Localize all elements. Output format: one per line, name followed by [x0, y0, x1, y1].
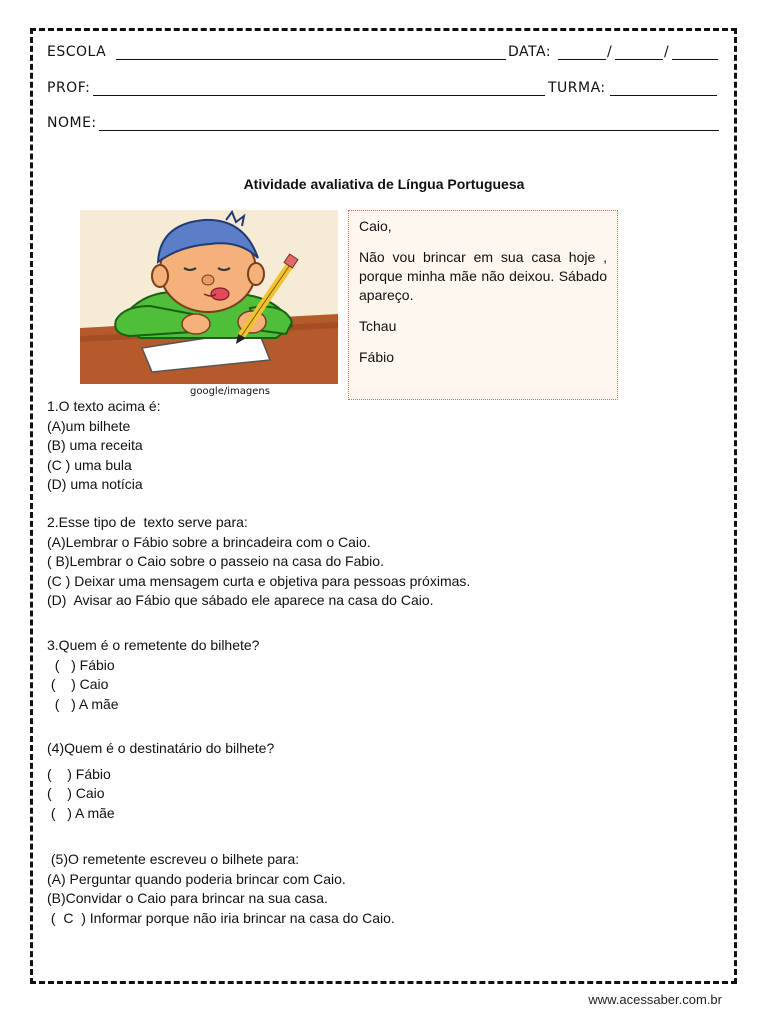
question-4 [47, 739, 274, 823]
answer-option[interactable]: ( ) Caio [47, 785, 105, 801]
answer-option[interactable]: (A)Lembrar o Fábio sobre a brincadeira com o Caio. [47, 533, 371, 550]
prof-label: PROF: [47, 80, 91, 96]
answer-option[interactable]: (D) Avisar ao Fábio que sábado ele aparece na casa do Caio. [47, 592, 434, 608]
prof-field-line[interactable] [93, 95, 545, 96]
question-1 [47, 397, 161, 495]
question-5 [47, 850, 395, 928]
answer-option[interactable]: ( B)Lembrar o Caio sobre o passeio na casa do Fabio. [47, 553, 384, 569]
boy-writing-icon [80, 210, 338, 384]
question-prompt: (5)O remetente escreveu o bilhete para: [47, 851, 300, 867]
answer-option[interactable]: (B) uma receita [47, 437, 143, 453]
data-separator-2: / [664, 44, 670, 60]
answer-option[interactable]: (D) uma notícia [47, 476, 143, 492]
answer-option[interactable]: ( ) Fábio [47, 656, 115, 673]
nome-field-line[interactable] [99, 130, 719, 131]
note-bilhete [348, 210, 618, 400]
footer-url[interactable]: www.acessaber.com.br [588, 992, 722, 1007]
note-closing: Tchau [359, 318, 397, 334]
answer-option[interactable]: ( ) Fábio [47, 765, 111, 782]
answer-option[interactable]: ( ) Caio [47, 676, 109, 692]
escola-label: ESCOLA [47, 44, 107, 60]
note-greeting: Caio, [359, 218, 392, 234]
dashed-page-border [30, 28, 737, 984]
question-prompt: 1.O texto acima é: [47, 398, 161, 414]
answer-option[interactable]: (A)um bilhete [47, 417, 131, 434]
question-2 [47, 513, 470, 611]
answer-option[interactable]: (A) Perguntar quando poderia brincar com Caio. [47, 870, 346, 887]
data-separator-1: / [607, 44, 613, 60]
answer-option[interactable]: ( ) A mãe [47, 695, 119, 712]
data-day-line[interactable] [558, 59, 606, 60]
answer-option[interactable]: (C ) Deixar uma mensagem curta e objetiva para pessoas próximas. [47, 572, 471, 589]
nome-label: NOME: [47, 115, 97, 131]
data-year-line[interactable] [672, 59, 718, 60]
answer-option[interactable]: ( ) A mãe [47, 804, 115, 821]
question-prompt: (4)Quem é o destinatário do bilhete? [47, 740, 275, 756]
answer-option[interactable]: (C ) uma bula [47, 456, 132, 473]
answer-option[interactable]: (B)Convidar o Caio para brincar na sua casa. [47, 890, 328, 906]
note-signature: Fábio [359, 349, 395, 365]
question-prompt: 2.Esse tipo de texto serve para: [47, 514, 248, 530]
note-body: Não vou brincar em sua casa hoje , porque minha mãe não deixou. Sábado apareço. [359, 249, 607, 303]
data-label: DATA: [508, 44, 552, 60]
turma-field-line[interactable] [610, 95, 717, 96]
data-month-line[interactable] [615, 59, 663, 60]
image-credit: google/imagens [190, 386, 270, 397]
question-3 [47, 636, 259, 714]
escola-field-line[interactable] [116, 59, 506, 60]
boy-writing-illustration [80, 210, 338, 384]
page-title: Atividade avaliativa de Língua Portuguesa [243, 176, 525, 192]
answer-option[interactable]: ( C ) Informar porque não iria brincar na casa do Caio. [47, 909, 395, 926]
question-prompt: 3.Quem é o remetente do bilhete? [47, 637, 260, 653]
turma-label: TURMA: [548, 80, 606, 96]
